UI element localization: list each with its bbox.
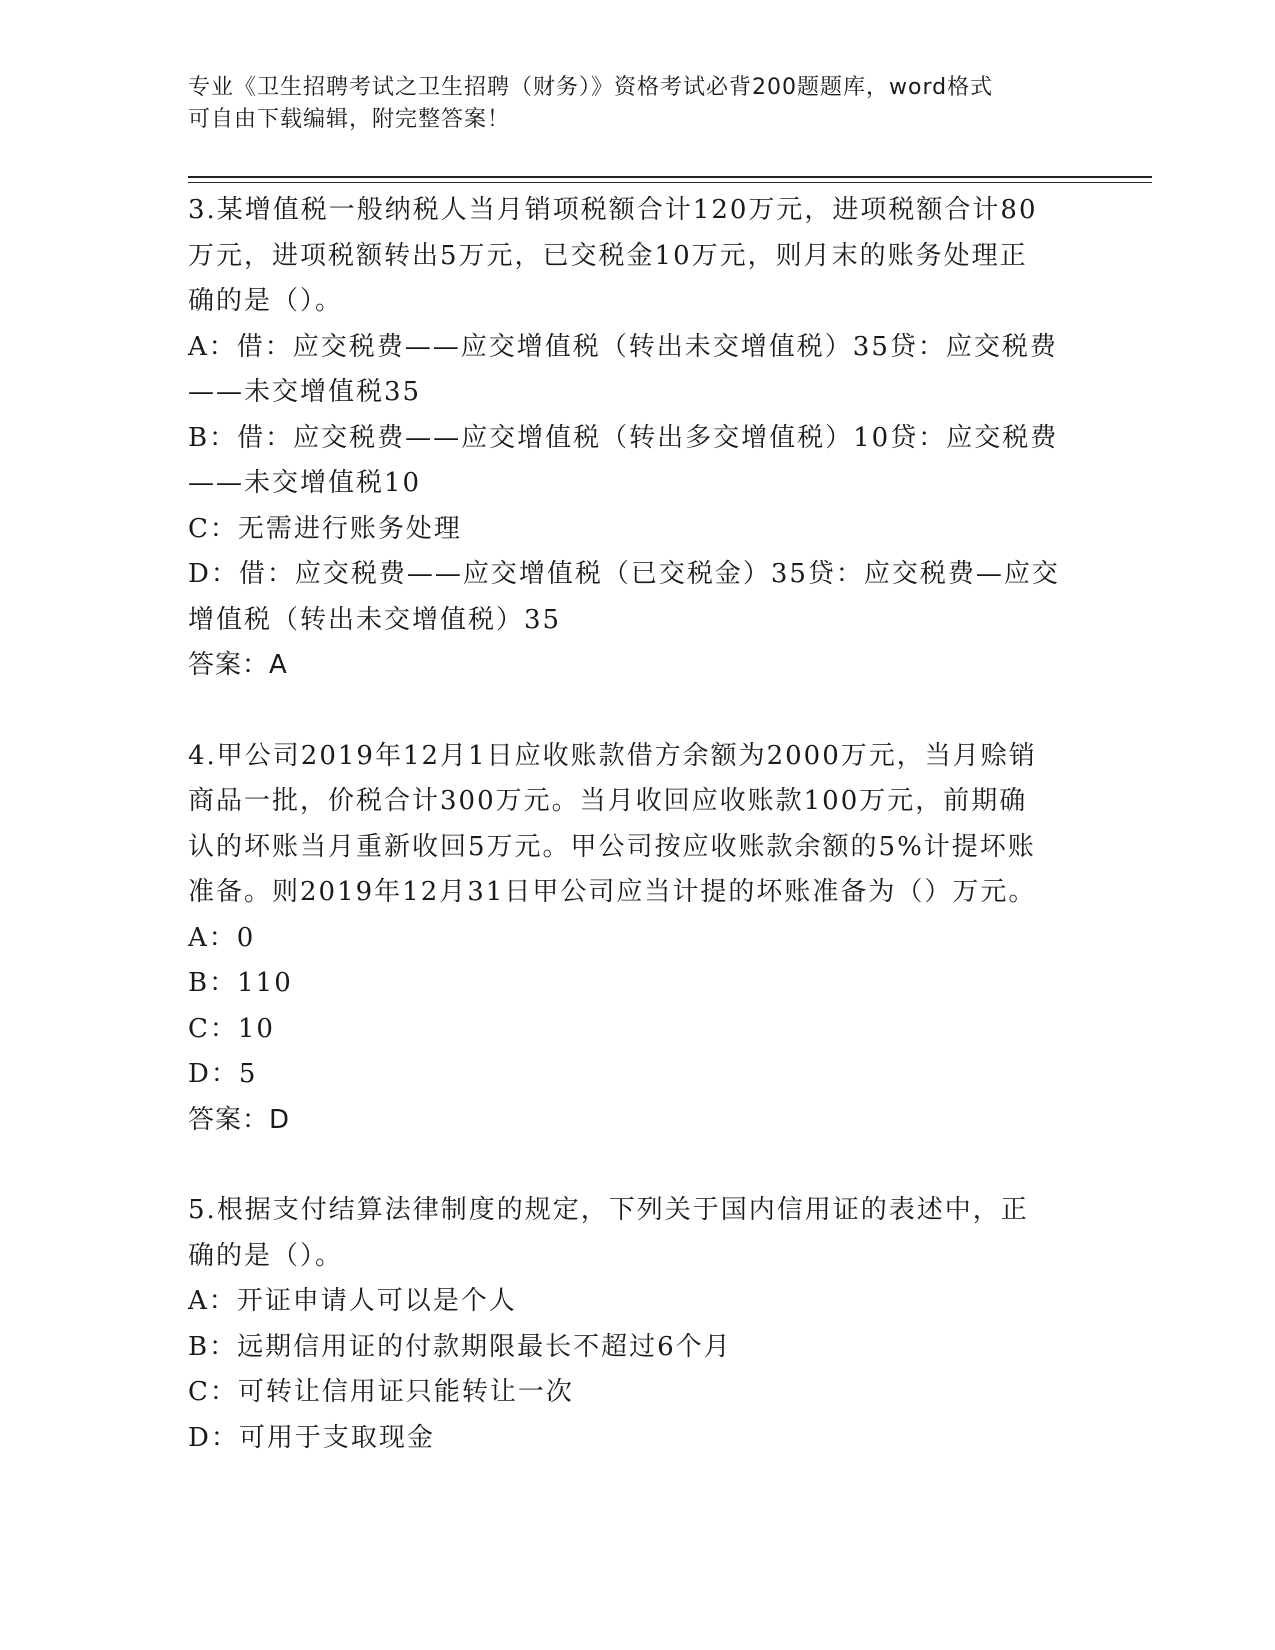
option-c-line: C：10	[188, 1013, 275, 1044]
option-d-line: D：借：应交税费——应交增值税（已交税金）35贷：应交税费—应交	[188, 559, 1060, 589]
question-stem-line: 确的是（）。	[188, 1240, 344, 1271]
option-a-line: A：借：应交税费——应交增值税（转出未交增值税）35贷：应交税费	[188, 331, 1058, 362]
question-stem-line: 准备。则2019年12月31日甲公司应当计提的坏账准备为（）万元。	[188, 877, 1037, 907]
option-c-line: C：无需进行账务处理	[188, 513, 462, 544]
option-d-line: D：5	[188, 1059, 258, 1089]
question-3	[188, 188, 1088, 689]
option-a-line: ——未交增值税35	[188, 377, 422, 407]
option-b-line: B：110	[188, 968, 293, 998]
option-a-line: A：开证申请人可以是个人	[188, 1286, 517, 1316]
question-stem-line: 确的是（）。	[188, 286, 344, 316]
question-stem-line: 万元，进项税额转出5万元，已交税金10万元，则月末的账务处理正	[188, 240, 1028, 271]
option-c-line: C：可转让信用证只能转让一次	[188, 1377, 574, 1407]
option-d-line: 增值税（转出未交增值税）35	[188, 604, 562, 635]
header-rule-thin	[188, 182, 1152, 183]
question-spacer	[188, 689, 1088, 734]
question-stem-line: 3.某增值税一般纳税人当月销项税额合计120万元，进项税额合计80	[188, 195, 1038, 225]
answer-label: 答案：D	[188, 1104, 291, 1135]
option-b-line: B：远期信用证的付款期限最长不超过6个月	[188, 1331, 732, 1362]
option-a-line: A：0	[188, 922, 256, 953]
question-5	[188, 1188, 1088, 1461]
header-line-1: 专业《卫生招聘考试之卫生招聘（财务）》资格考试必背200题题库，word格式	[188, 75, 994, 100]
question-stem-line: 4.甲公司2019年12月1日应收账款借方余额为2000万元，当月赊销	[188, 740, 1037, 771]
question-stem-line: 商品一批，价税合计300万元。当月收回应收账款100万元，前期确	[188, 786, 1028, 816]
option-b-line: B：借：应交税费——应交增值税（转出多交增值税）10贷：应交税费	[188, 422, 1059, 453]
document-header	[188, 72, 1068, 136]
question-stem-line: 5.根据支付结算法律制度的规定，下列关于国内信用证的表述中，正	[188, 1195, 1029, 1225]
question-stem-line: 认的坏账当月重新收回5万元。甲公司按应收账款余额的5%计提坏账	[188, 831, 1036, 862]
header-rule-thick	[188, 176, 1152, 178]
answer-label: 答案：A	[188, 650, 288, 680]
question-spacer	[188, 1143, 1088, 1188]
question-4	[188, 734, 1088, 1144]
header-line-2: 可自由下载编辑，附完整答案！	[188, 107, 511, 132]
option-d-line: D：可用于支取现金	[188, 1422, 435, 1453]
question-list	[188, 188, 1088, 1461]
option-b-line: ——未交增值税10	[188, 468, 422, 498]
